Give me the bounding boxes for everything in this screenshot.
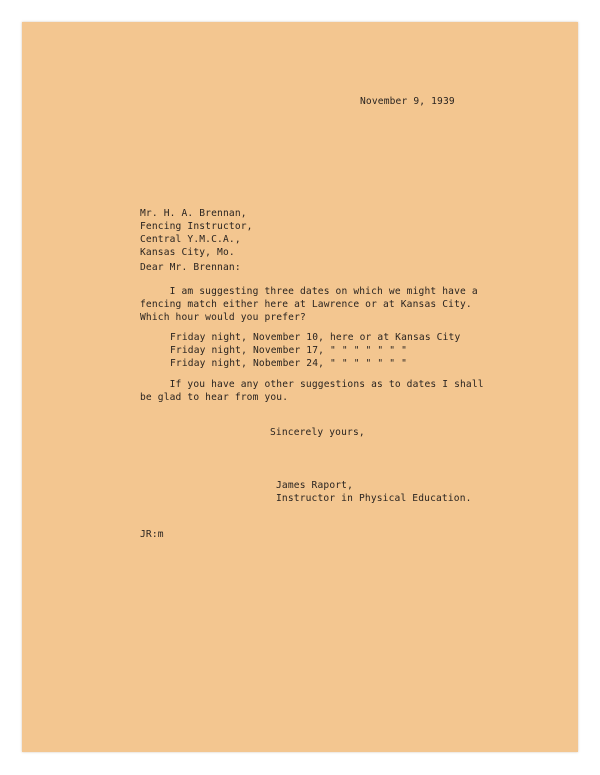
- body-paragraph-1: [140, 285, 478, 324]
- recipient-line: Central Y.M.C.A.,: [140, 234, 241, 245]
- signature-block: [276, 479, 472, 505]
- complimentary-closing: Sincerely yours,: [270, 427, 365, 438]
- proposed-dates-list: [170, 331, 460, 370]
- recipient-address: [140, 207, 253, 259]
- paragraph-line: fencing match either here at Lawrence or at Kansas City.: [140, 299, 472, 310]
- date-line: Friday night, Nobember 24, " " " " " " ": [170, 358, 408, 369]
- letter-page: [22, 22, 578, 752]
- date-line: Friday night, November 10, here or at Kansas City: [170, 332, 461, 343]
- signer-name: James Raport,: [276, 480, 354, 491]
- paragraph-line: I am suggesting three dates on which we might have a: [140, 286, 478, 297]
- salutation: Dear Mr. Brennan:: [140, 262, 241, 273]
- body-paragraph-2: [140, 378, 484, 404]
- paragraph-line: If you have any other suggestions as to dates I shall: [140, 379, 484, 390]
- date-line: Friday night, November 17, " " " " " " ": [170, 345, 408, 356]
- recipient-line: Fencing Instructor,: [140, 221, 253, 232]
- recipient-line: Mr. H. A. Brennan,: [140, 208, 247, 219]
- signer-title: Instructor in Physical Education.: [276, 493, 472, 504]
- paragraph-line: Which hour would you prefer?: [140, 312, 306, 323]
- letter-date: November 9, 1939: [360, 96, 455, 107]
- paragraph-line: be glad to hear from you.: [140, 392, 289, 403]
- reference-initials: JR:m: [140, 529, 164, 540]
- recipient-line: Kansas City, Mo.: [140, 247, 235, 258]
